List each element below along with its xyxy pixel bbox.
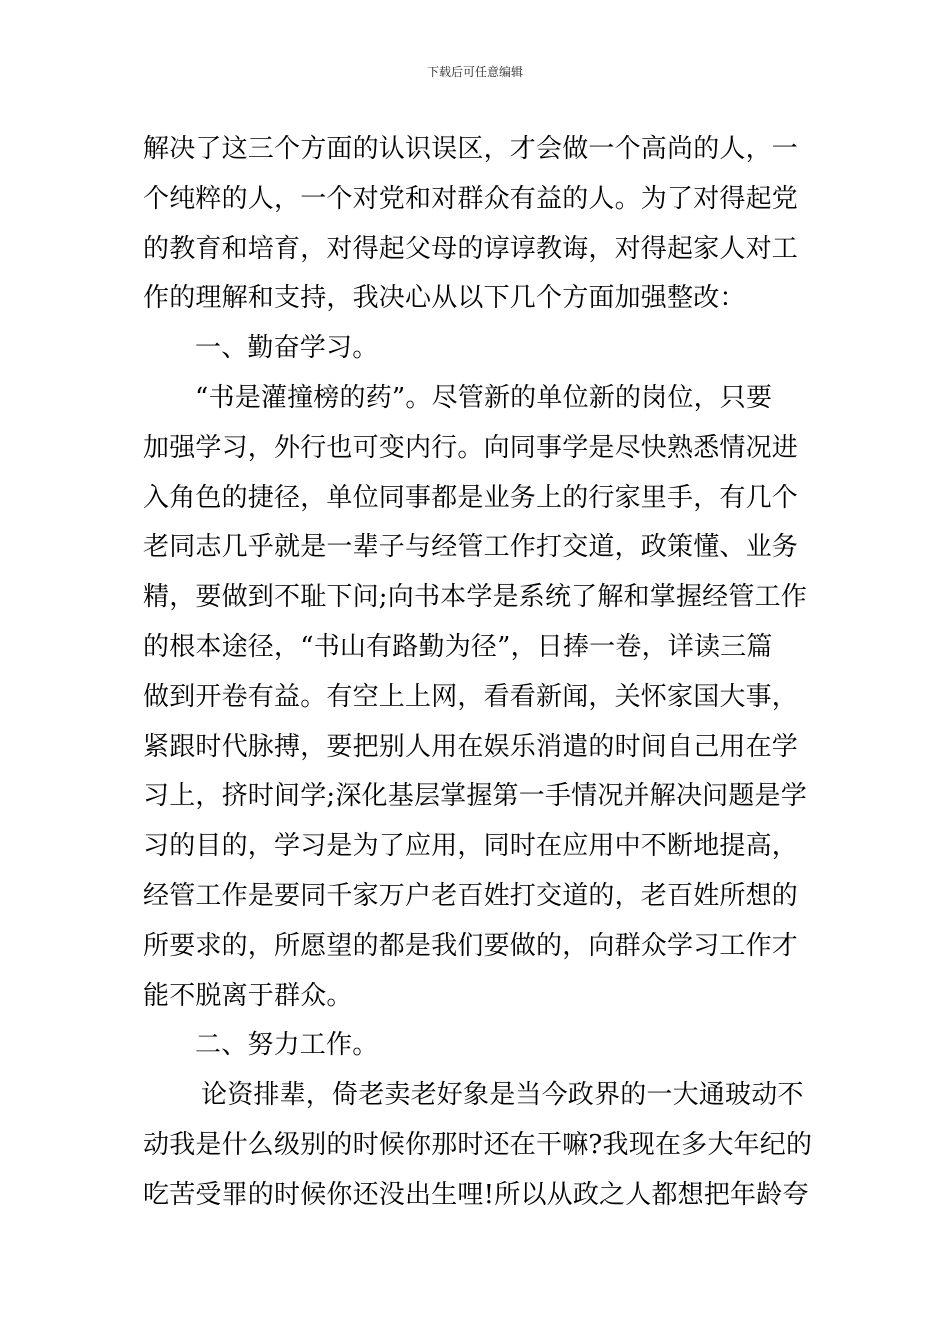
text-line: “书是灌撞榜的药”。尽管新的单位新的岗位，只要 — [195, 382, 773, 413]
text-line: 紧跟时代脉搏，要把别人用在娱乐消遣的时间自己用在学 — [143, 731, 799, 762]
section-heading: 二、努力工作。 — [195, 1030, 379, 1061]
text-line: 解决了这三个方面的认识误区，才会做一个高尚的人，一 — [143, 134, 799, 164]
text-line: 的教育和培育，对得起父母的谆谆教诲，对得起家人对工 — [143, 233, 799, 264]
text-line: 论资排辈，倚老卖老好象是当今政界的一大通玻动不 — [201, 1080, 804, 1111]
text-line: 习上，挤时间学;深化基层掌握第一手情况并解决问题是学 — [143, 781, 807, 812]
text-line: 入角色的捷径，单位同事都是业务上的行家里手，有几个 — [143, 482, 799, 513]
document-body — [143, 125, 813, 1221]
text-line: 习的目的，学习是为了应用，同时在应用中不断地提高， — [143, 831, 799, 862]
text-line: 精，要做到不耻下问;向书本学是系统了解和掌握经管工作 — [143, 582, 807, 613]
text-line: 个纯粹的人，一个对党和对群众有益的人。为了对得起党 — [143, 183, 799, 214]
text-line: 做到开卷有益。有空上上网，看看新闻，关怀家国大事， — [143, 681, 799, 712]
text-line: 动我是什么级别的时候你那时还在干嘛?我现在多大年纪的 — [143, 1129, 813, 1160]
section-heading: 一、勤奋学习。 — [195, 333, 379, 364]
page-header: 下载后可任意编辑 — [426, 65, 523, 79]
text-line: 作的理解和支持，我决心从以下几个方面加强整改： — [143, 283, 746, 314]
text-line: 吃苦受罪的时候你还没出生哩!所以从政之人都想把年龄夸 — [143, 1179, 809, 1210]
text-line: 的根本途径，“书山有路勤为径”，日捧一卷，详读三篇 — [143, 631, 773, 662]
text-line: 加强学习，外行也可变内行。向同事学是尽快熟悉情况进 — [143, 432, 799, 463]
text-line: 所要求的，所愿望的都是我们要做的，向群众学习工作才 — [143, 930, 799, 961]
text-line: 经管工作是要同千家万户老百姓打交道的，老百姓所想的 — [143, 880, 799, 911]
text-line: 能不脱离于群众。 — [143, 980, 353, 1011]
text-line: 老同志几乎就是一辈子与经管工作打交道，政策懂、业务 — [143, 532, 799, 563]
